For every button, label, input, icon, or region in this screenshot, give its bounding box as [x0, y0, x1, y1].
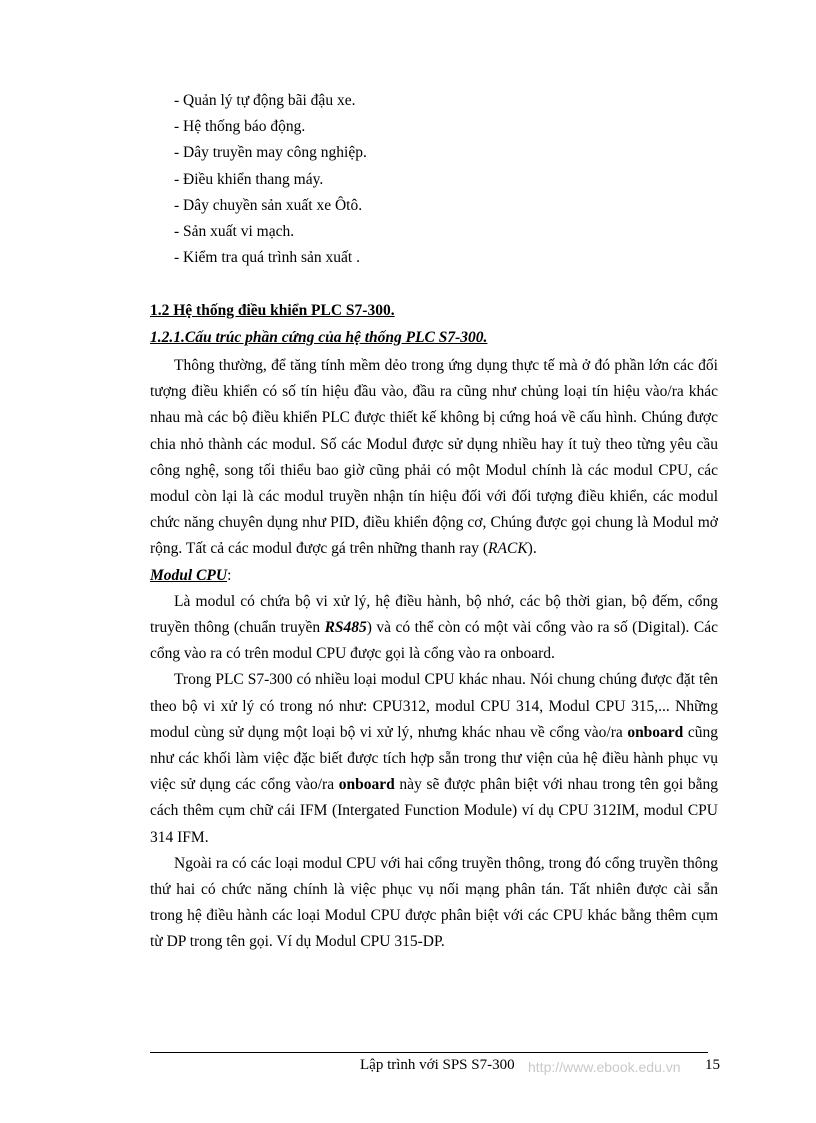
paragraph-dp: Ngoài ra có các loại modul CPU với hai cổng truyền thông, trong đó cổng truyền thông thứ hai có chức năng chính là việc phục vụ nối mạng phân tán. Tất nhiên được cài sẵn trong hệ điều hành các loại Modul CPU được phân biệt với các CPU khác bằng thêm cụm từ DP trong tên gọi. Ví dụ Modul CPU 315-DP.	[150, 854, 718, 951]
rs485-term: RS485	[324, 619, 367, 637]
modul-cpu-heading: Modul CPU	[150, 566, 228, 584]
para3-text: cũng như các khối làm việc đặc biết được tích hợp sẵn trong thư viện của hệ điều hành phục vụ việc sử dụng các cổng vào/ra	[150, 723, 718, 794]
body-text	[150, 353, 718, 956]
paragraph-intro	[150, 353, 718, 563]
para1-end: ).	[527, 540, 537, 558]
modul-cpu-heading-line	[150, 563, 718, 589]
para2-end: ) và có thể còn có một vài cổng vào ra số (Digital). Các cổng vào ra có trên modul CPU được gọi là cổng vào ra onboard.	[150, 619, 718, 663]
subsection-heading: 1.2.1.Cấu trúc phần cứng của hệ thống PLC S7-300.	[150, 329, 488, 346]
paragraph-cpu-types	[150, 667, 718, 850]
list-item: - Điều khiển thang máy.	[174, 170, 324, 188]
list-item: - Quản lý tự động bãi đậu xe.	[174, 92, 356, 109]
footer-divider	[150, 1052, 708, 1053]
para3-text: Trong PLC S7-300 có nhiều loại modul CPU khác nhau. Nói chung chúng được đặt tên theo bộ vi xử lý có trong nó như: CPU312, modul CPU 314, Modul CPU 315,... Những modul cùng sử dụng một loại bộ vi xử lý, nhưng khác nhau về cổng vào/ra	[150, 671, 718, 741]
application-list	[174, 88, 367, 271]
list-item: - Dây chuyền sản xuất xe Ôtô.	[174, 196, 363, 214]
para2-text: Là modul có chứa bộ vi xử lý, hệ điều hành, bộ nhớ, các bộ thời gian, bộ đếm, cổng truyền thông (chuẩn truyền	[150, 592, 718, 637]
page-number: 15	[705, 1057, 720, 1073]
list-item: - Kiểm tra quá trình sản xuất .	[174, 249, 360, 267]
rack-term: RACK	[488, 540, 528, 558]
paragraph-cpu	[150, 589, 718, 668]
footer-title: Lập trình với SPS S7-300	[360, 1057, 515, 1073]
list-item: - Hệ thống báo động.	[174, 118, 306, 136]
para3-text: này sẽ được phân biệt với nhau trong tên gọi bằng cách thêm cụm chữ cái IFM (Intergated Function Module) ví dụ CPU 312IM, modul CPU 314 IFM.	[150, 776, 718, 846]
heading-colon: :	[227, 566, 232, 584]
list-item: - Sản xuất vi mạch.	[174, 223, 295, 241]
section-heading: 1.2 Hệ thống điều khiển PLC S7-300.	[150, 302, 395, 319]
list-item: - Dây truyền may công nghiệp.	[174, 144, 367, 162]
para1-text: Thông thường, để tăng tính mềm dẻo trong ứng dụng thực tế mà ở đó phần lớn các đối tượng điều khiển có số tín hiệu đầu vào, đầu ra cũng như chủng loại tín hiệu vào/ra khác nhau mà các bộ điều khiển PLC được thiết kế không bị cứng hoá về cấu hình. Chúng được chia nhỏ thành các modul. Số các Modul được sử dụng nhiều hay ít tuỳ theo từng yêu cầu công nghệ, song tối thiểu bao giờ cũng phải có một Modul chính là các modul CPU, các modul còn lại là các modul truyền nhận tín hiệu đối với đối tượng điều khiển, các modul chức năng chuyên dụng như PID, điều khiển động cơ, Chúng được gọi chung là Modul mở rộng. Tất cả các modul được gá trên những thanh ray (	[150, 357, 718, 558]
onboard-term: onboard	[627, 723, 684, 741]
onboard-term: onboard	[338, 776, 395, 794]
footer-watermark-url: http://www.ebook.edu.vn	[528, 1059, 681, 1075]
